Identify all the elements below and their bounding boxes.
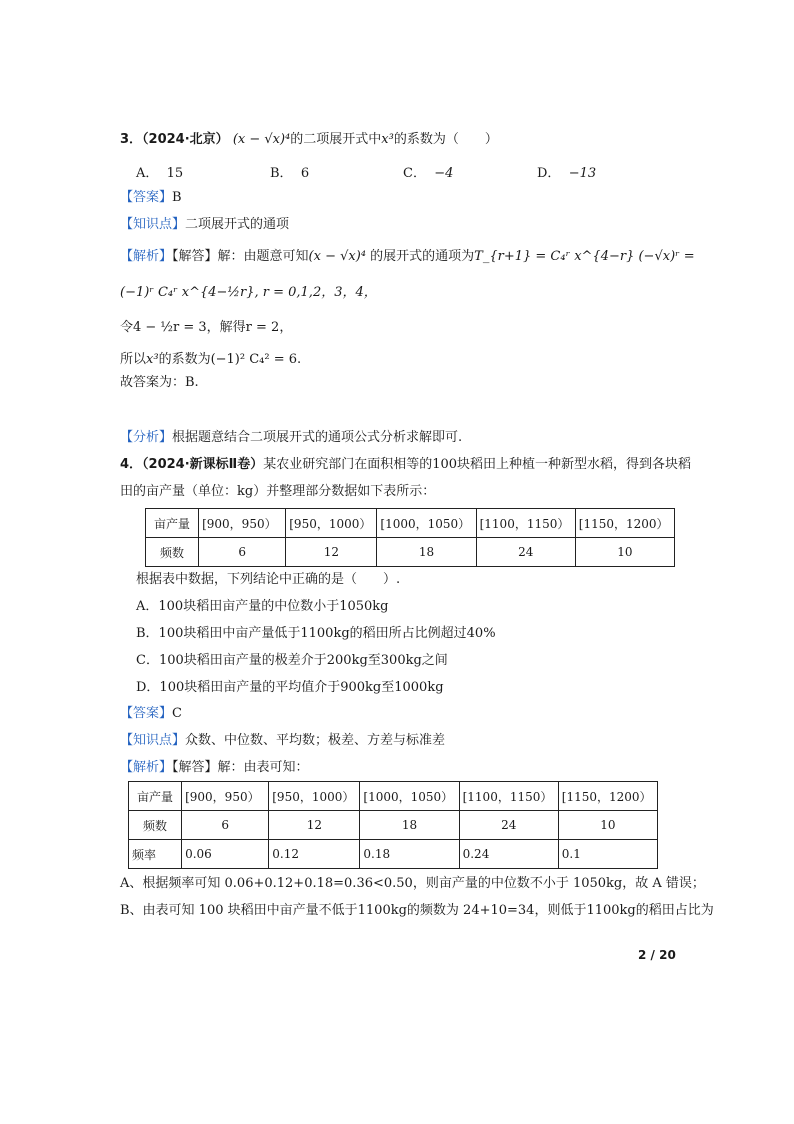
table-cell: [950，1000） (286, 509, 377, 538)
analysis-tag: 【解析】 (120, 249, 173, 264)
table-cell: [1150，1200） (575, 509, 674, 538)
q4-frequency-table (128, 781, 658, 869)
table-header-cell: 频数 (129, 811, 182, 840)
table-row (146, 538, 675, 567)
q4-option-b: B．100块稻田中亩产量低于1100kg的稻田所占比例超过40% (136, 626, 496, 641)
q3-solve-mid: 的展开式的通项为 (366, 249, 475, 264)
q3-solution-line1 (120, 247, 695, 267)
table-cell: [1100，1150） (476, 509, 575, 538)
q4-answer (120, 704, 182, 724)
table-cell: 0.12 (269, 840, 360, 869)
table-cell: [1000，1050） (360, 782, 459, 811)
q4-data-table (145, 508, 675, 567)
table-cell: 18 (360, 811, 459, 840)
q3-solution-line5: 故答案为：B. (120, 375, 199, 390)
q4-solution-b: B、由表可知 100 块稻田中亩产量不低于1100kg的频数为 24+10=34，则低于1100kg的稻田占比为 (120, 903, 714, 918)
table-header-cell: 亩产量 (129, 782, 182, 811)
table-cell: 0.06 (182, 840, 269, 869)
page-number: 2 / 20 (638, 948, 676, 962)
q3-source: （2024·北京） (142, 132, 229, 147)
table-cell: 6 (199, 538, 286, 567)
table-header-cell: 亩产量 (146, 509, 199, 538)
q3-answer-value: B (172, 190, 182, 205)
q3-knowledge-text: 二项展开式的通项 (185, 217, 290, 232)
q3-expression: (x − √x)⁴ (232, 132, 291, 147)
table-cell: [1100，1150） (459, 782, 558, 811)
table-row (146, 509, 675, 538)
q3-option-a: A． 15 (136, 166, 184, 181)
q3-line4-c: 的系数为(−1)² C₄² = 6. (158, 352, 302, 367)
q3-x3: x³ (381, 132, 394, 147)
q4-answer-value: C (172, 706, 182, 721)
q4-solution-lead (120, 758, 309, 778)
table-cell: [900，950） (199, 509, 286, 538)
q4-solution-a: A、根据频率可知 0.06+0.12+0.18=0.36<0.50，则亩产量的中位数不小于 1050kg，故 A 错误； (120, 876, 705, 891)
table-cell: [950，1000） (269, 782, 360, 811)
table-cell: 0.18 (360, 840, 459, 869)
solve-tag: 【解答】 (172, 249, 218, 264)
q3-number: 3． (120, 132, 143, 147)
q4-stem-line2: 田的亩产量（单位：kg）并整理部分数据如下表所示： (120, 484, 436, 499)
table-cell: 0.24 (459, 840, 558, 869)
q3-text-a: 的二项展开式中 (290, 132, 382, 147)
table-cell: 10 (575, 538, 674, 567)
table-cell: [1000，1050） (377, 509, 476, 538)
answer-tag: 【答案】 (120, 190, 173, 205)
q3-fenxi-text: 根据题意结合二项展开式的通项公式分析求解即可. (172, 430, 463, 445)
q3-option-c: C． −4 (403, 166, 454, 181)
q3-line4-b: x³ (146, 352, 159, 367)
table-cell: 12 (286, 538, 377, 567)
q4-source: （2024·新课标Ⅱ卷） (142, 457, 264, 472)
q3-solution-line2: (−1)ʳ C₄ʳ x^{4−½r}, r = 0,1,2，3，4， (120, 285, 377, 300)
q3-general-term: T_{r+1} = C₄ʳ x^{4−r} (−√x)ʳ = (474, 249, 695, 264)
q4-knowledge (120, 731, 445, 751)
table-cell: 24 (476, 538, 575, 567)
table-cell: 6 (182, 811, 269, 840)
q3-knowledge (120, 215, 289, 235)
q4-stem1: 某农业研究部门在面积相等的100块稻田上种植一种新型水稻，得到各块稻 (263, 457, 692, 472)
table-cell: 0.1 (558, 840, 657, 869)
q3-text-b: 的系数为（ ） (393, 132, 498, 147)
table-cell: [900，950） (182, 782, 269, 811)
q4-prompt: 根据表中数据，下列结论中正确的是（ ）. (136, 572, 401, 587)
table-cell: 12 (269, 811, 360, 840)
q3-stem (120, 130, 498, 150)
analysis-tag: 【解析】 (120, 760, 173, 775)
table-cell: 24 (459, 811, 558, 840)
table-row (129, 811, 658, 840)
q3-option-b: B． 6 (270, 166, 310, 181)
table-cell: 18 (377, 538, 476, 567)
table-cell: 10 (558, 811, 657, 840)
knowledge-tag: 【知识点】 (120, 733, 186, 748)
q3-solution-line3: 令4 − ½r = 3，解得r = 2， (120, 320, 293, 335)
fenxi-tag: 【分析】 (120, 430, 173, 445)
table-header-cell: 频率 (129, 840, 182, 869)
knowledge-tag: 【知识点】 (120, 217, 186, 232)
solve-tag: 【解答】 (172, 760, 218, 775)
table-header-cell: 频数 (146, 538, 199, 567)
table-cell: [1150，1200） (558, 782, 657, 811)
q4-knowledge-text: 众数、中位数、平均数；极差、方差与标准差 (185, 733, 446, 748)
q4-option-a: A．100块稻田亩产量的中位数小于1050kg (136, 599, 389, 614)
table-row (129, 840, 658, 869)
q3-answer (120, 188, 182, 208)
q3-line4-a: 所以 (120, 352, 147, 367)
q4-solve-lead: 解：由表可知： (217, 760, 309, 775)
q3-option-d: D． −13 (537, 166, 597, 181)
q3-solve-expr: (x − √x)⁴ (308, 249, 367, 264)
q3-solution-line4 (120, 350, 301, 370)
table-row (129, 782, 658, 811)
answer-tag: 【答案】 (120, 706, 173, 721)
q4-stem-line1 (120, 455, 691, 475)
q3-solve-lead: 解：由题意可知 (217, 249, 309, 264)
q4-option-d: D．100块稻田亩产量的平均值介于900kg至1000kg (136, 680, 444, 695)
q4-number: 4． (120, 457, 143, 472)
q3-fenxi (120, 428, 462, 448)
q4-option-c: C．100块稻田亩产量的极差介于200kg至300kg之间 (136, 653, 448, 668)
